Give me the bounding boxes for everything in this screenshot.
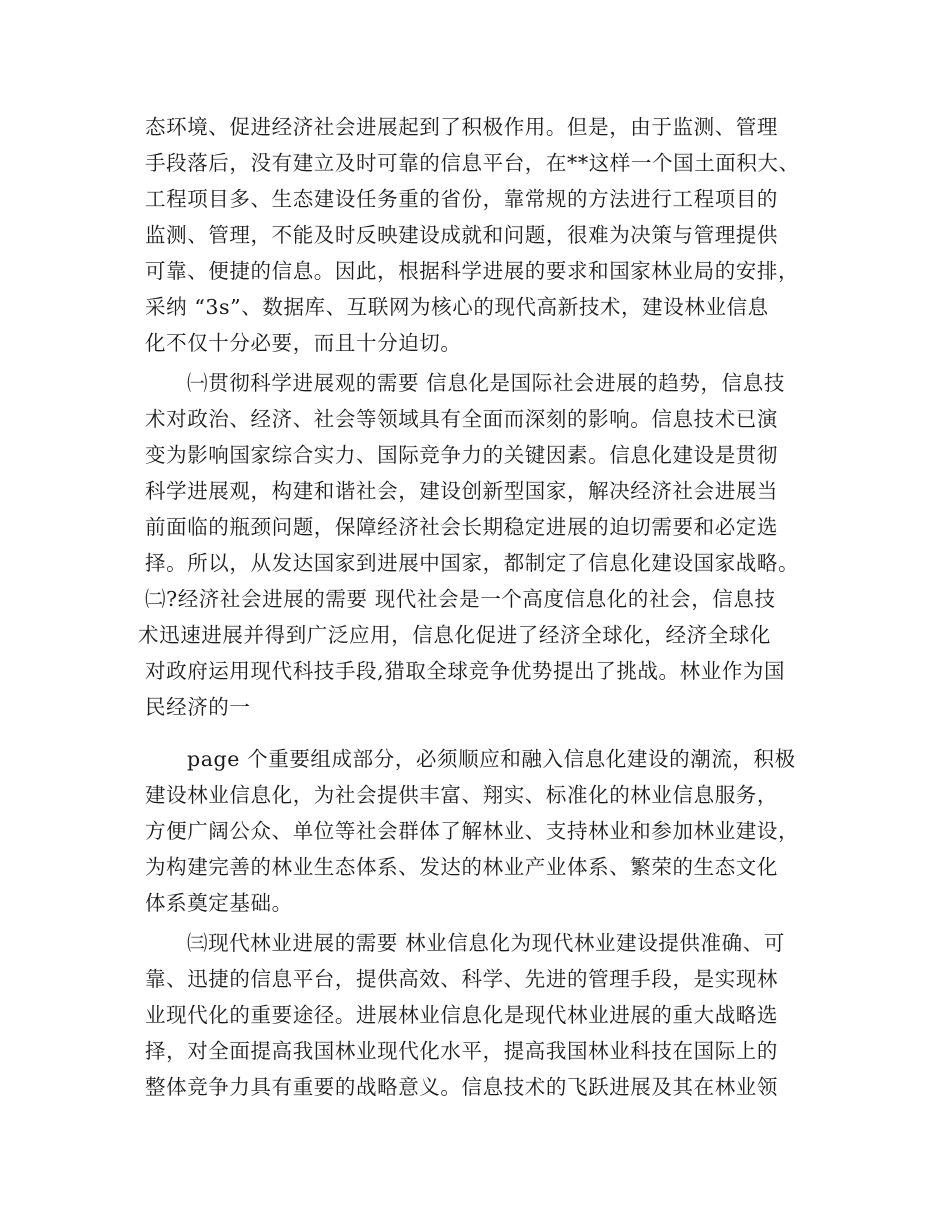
text-line: page 个重要组成部分，必须顺应和融入信息化建设的潮流，积极 (187, 747, 796, 771)
text-line: 术对政治、经济、社会等领域具有全面而深刻的影响。信息技术已演 (145, 407, 778, 431)
text-line: 靠、迅捷的信息平台，提供高效、科学、先进的管理手段，是实现林 (145, 967, 778, 991)
text-line: 整体竞争力具有重要的战略意义。信息技术的飞跃进展及其在林业领 (145, 1075, 778, 1099)
text-line: 对政府运用现代科技手段,猎取全球竞争优势提出了挑战。林业作为国 (145, 659, 786, 683)
paragraph-heading-line: 术迅速进展并得到广泛应用，信息化促进了经济全球化，经济全球化 (138, 623, 771, 647)
text-line: 民经济的一 (145, 695, 251, 719)
paragraph-heading-line: ㈢现代林业进展的需要 林业信息化为现代林业建设提供准确、可 (187, 931, 785, 955)
text-line: 科学进展观，构建和谐社会，建设创新型国家，解决经济社会进展当 (145, 479, 778, 503)
text-line: ㈡?经济社会进展的需要 现代社会是一个高度信息化的社会，信息技 (145, 587, 776, 611)
text-line: 采纳 “3s”、数据库、互联网为核心的现代高新技术，建设林业信息 (145, 295, 769, 319)
text-line: 可靠、便捷的信息。因此，根据科学进展的要求和国家林业局的安排， (145, 259, 800, 283)
text-line: 变为影响国家综合实力、国际竞争力的关键因素。信息化建设是贯彻 (145, 443, 778, 467)
text-line: 择，对全面提高我国林业现代化水平，提高我国林业科技在国际上的 (145, 1039, 778, 1063)
text-line: 前面临的瓶颈问题，保障经济社会长期稳定进展的迫切需要和必定选 (145, 515, 778, 539)
text-line: 监测、管理，不能及时反映建设成就和问题，很难为决策与管理提供 (145, 223, 778, 247)
text-line: 态环境、促进经济社会进展起到了积极作用。但是，由于监测、管理 (145, 115, 778, 139)
text-line: 业现代化的重要途径。进展林业信息化是现代林业进展的重大战略选 (145, 1003, 778, 1027)
text-line: 手段落后，没有建立及时可靠的信息平台，在**这样一个国土面积大、 (145, 151, 800, 175)
text-line: 建设林业信息化，为社会提供丰富、翔实、标准化的林业信息服务， (145, 783, 778, 807)
text-line: 为构建完善的林业生态体系、发达的林业产业体系、繁荣的生态文化 (145, 855, 778, 879)
text-line: 体系奠定基础。 (145, 891, 293, 915)
text-line: 方便广阔公众、单位等社会群体了解林业、支持林业和参加林业建设， (145, 819, 800, 843)
paragraph-heading-line: ㈠贯彻科学进展观的需要 信息化是国际社会进展的趋势，信息技 (187, 371, 785, 395)
text-line: 择。所以，从发达国家到进展中国家，都制定了信息化建设国家战略。 (145, 551, 800, 575)
text-line: 化不仅十分必要，而且十分迫切。 (145, 331, 462, 355)
text-line: 工程项目多、生态建设任务重的省份，靠常规的方法进行工程项目的 (145, 187, 778, 211)
